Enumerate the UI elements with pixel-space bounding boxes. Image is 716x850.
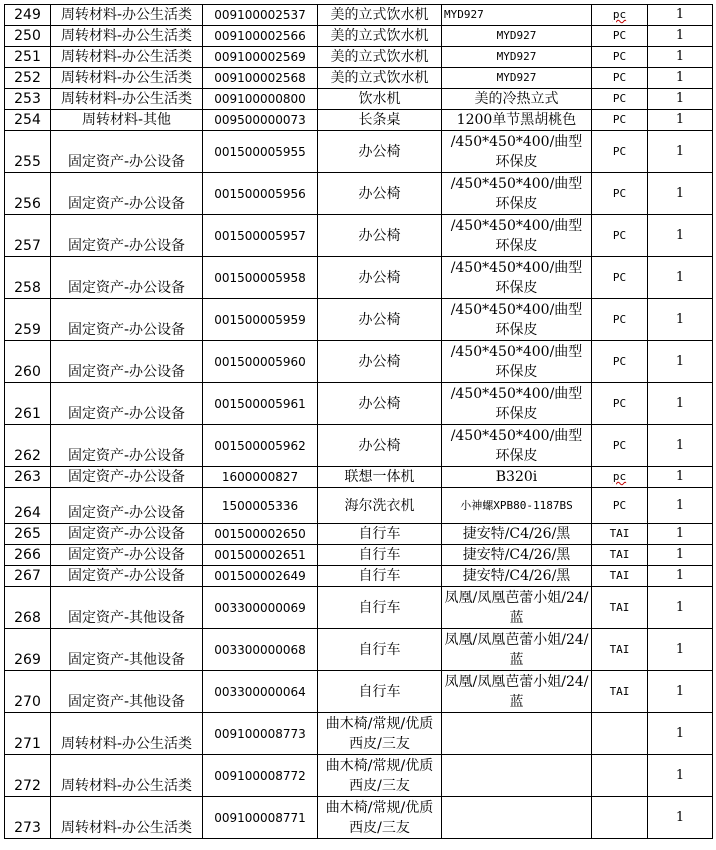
- quantity-cell: 1: [648, 5, 713, 26]
- table-row: [5, 797, 713, 839]
- unit-cell: PC: [592, 215, 648, 257]
- table-row: [5, 173, 713, 215]
- table-row: [5, 257, 713, 299]
- spec-cell: /450*450*400/曲型环保皮: [442, 131, 592, 173]
- table-row: [5, 713, 713, 755]
- asset-code-cell: 001500005956: [203, 173, 318, 215]
- asset-code-cell: 009100002566: [203, 26, 318, 47]
- unit-cell: PC: [592, 173, 648, 215]
- table-row: [5, 89, 713, 110]
- asset-code-cell: 001500005961: [203, 383, 318, 425]
- quantity-cell: 1: [648, 524, 713, 545]
- row-index: 267: [5, 566, 51, 587]
- category-cell: 周转材料-办公生活类: [51, 89, 203, 110]
- asset-code-cell: 009100008771: [203, 797, 318, 839]
- spec-cell: MYD927: [442, 5, 592, 26]
- category-cell: 周转材料-办公生活类: [51, 5, 203, 26]
- asset-code-cell: 009100002569: [203, 47, 318, 68]
- quantity-cell: 1: [648, 671, 713, 713]
- item-name-cell: 曲木椅/常规/优质西皮/三友: [318, 713, 442, 755]
- category-cell: 周转材料-办公生活类: [51, 26, 203, 47]
- asset-code-cell: 009100008772: [203, 755, 318, 797]
- category-cell: 周转材料-办公生活类: [51, 47, 203, 68]
- quantity-cell: 1: [648, 629, 713, 671]
- quantity-cell: 1: [648, 383, 713, 425]
- item-name-cell: 美的立式饮水机: [318, 47, 442, 68]
- table-row: [5, 425, 713, 467]
- asset-code-cell: 009100008773: [203, 713, 318, 755]
- table-row: [5, 47, 713, 68]
- quantity-cell: 1: [648, 110, 713, 131]
- asset-code-cell: 009100000800: [203, 89, 318, 110]
- unit-cell: PC: [592, 110, 648, 131]
- item-name-cell: 饮水机: [318, 89, 442, 110]
- asset-code-cell: 001500005958: [203, 257, 318, 299]
- unit-cell: TAI: [592, 524, 648, 545]
- item-name-cell: 办公椅: [318, 173, 442, 215]
- row-index: 257: [5, 215, 51, 257]
- item-name-cell: 联想一体机: [318, 467, 442, 488]
- table-body: [5, 5, 713, 839]
- category-cell: 固定资产-办公设备: [51, 545, 203, 566]
- quantity-cell: 1: [648, 299, 713, 341]
- table-row: [5, 299, 713, 341]
- spellcheck-underline: pc: [612, 470, 627, 483]
- spec-cell: [442, 797, 592, 839]
- row-index: 266: [5, 545, 51, 566]
- asset-code-cell: 1500005336: [203, 488, 318, 524]
- table-row: [5, 467, 713, 488]
- quantity-cell: 1: [648, 257, 713, 299]
- spec-cell: MYD927: [442, 26, 592, 47]
- table-row: [5, 110, 713, 131]
- row-index: 250: [5, 26, 51, 47]
- spec-cell: /450*450*400/曲型环保皮: [442, 383, 592, 425]
- row-index: 265: [5, 524, 51, 545]
- table-row: [5, 566, 713, 587]
- row-index: 252: [5, 68, 51, 89]
- spec-cell: [442, 755, 592, 797]
- asset-code-cell: 003300000064: [203, 671, 318, 713]
- asset-code-cell: 001500002649: [203, 566, 318, 587]
- quantity-cell: 1: [648, 26, 713, 47]
- item-name-cell: 办公椅: [318, 425, 442, 467]
- table-row: [5, 629, 713, 671]
- spec-cell: 捷安特/C4/26/黑: [442, 524, 592, 545]
- item-name-cell: 自行车: [318, 671, 442, 713]
- row-index: 263: [5, 467, 51, 488]
- unit-cell: [592, 797, 648, 839]
- unit-cell: TAI: [592, 587, 648, 629]
- unit-cell: TAI: [592, 629, 648, 671]
- spellcheck-underline: pc: [612, 8, 627, 21]
- spec-cell: 美的冷热立式: [442, 89, 592, 110]
- spec-cell: /450*450*400/曲型环保皮: [442, 299, 592, 341]
- table-row: [5, 671, 713, 713]
- unit-cell: PC: [592, 47, 648, 68]
- category-cell: 固定资产-其他设备: [51, 587, 203, 629]
- table-row: [5, 755, 713, 797]
- unit-cell: [592, 755, 648, 797]
- category-cell: 固定资产-办公设备: [51, 215, 203, 257]
- item-name-cell: 自行车: [318, 524, 442, 545]
- row-index: 261: [5, 383, 51, 425]
- unit-cell: PC: [592, 341, 648, 383]
- category-cell: 固定资产-办公设备: [51, 131, 203, 173]
- row-index: 262: [5, 425, 51, 467]
- category-cell: 周转材料-其他: [51, 110, 203, 131]
- unit-cell: TAI: [592, 671, 648, 713]
- asset-code-cell: 001500005962: [203, 425, 318, 467]
- asset-code-cell: 003300000068: [203, 629, 318, 671]
- table-row: [5, 215, 713, 257]
- quantity-cell: 1: [648, 68, 713, 89]
- item-name-cell: 曲木椅/常规/优质西皮/三友: [318, 755, 442, 797]
- quantity-cell: 1: [648, 713, 713, 755]
- table-row: [5, 68, 713, 89]
- asset-code-cell: 003300000069: [203, 587, 318, 629]
- row-index: 273: [5, 797, 51, 839]
- category-cell: 固定资产-办公设备: [51, 524, 203, 545]
- asset-code-cell: 001500005959: [203, 299, 318, 341]
- row-index: 255: [5, 131, 51, 173]
- item-name-cell: 办公椅: [318, 383, 442, 425]
- category-cell: 固定资产-办公设备: [51, 383, 203, 425]
- category-cell: 固定资产-办公设备: [51, 341, 203, 383]
- inventory-sheet: [4, 4, 712, 839]
- unit-cell: PC: [592, 131, 648, 173]
- category-cell: 固定资产-办公设备: [51, 488, 203, 524]
- asset-code-cell: 001500005955: [203, 131, 318, 173]
- category-cell: 固定资产-办公设备: [51, 173, 203, 215]
- category-cell: 固定资产-其他设备: [51, 671, 203, 713]
- unit-cell: PC: [592, 383, 648, 425]
- spec-cell: /450*450*400/曲型环保皮: [442, 257, 592, 299]
- quantity-cell: 1: [648, 47, 713, 68]
- item-name-cell: 自行车: [318, 587, 442, 629]
- unit-cell: PC: [592, 68, 648, 89]
- row-index: 249: [5, 5, 51, 26]
- category-cell: 固定资产-办公设备: [51, 566, 203, 587]
- row-index: 259: [5, 299, 51, 341]
- unit-cell: PC: [592, 89, 648, 110]
- item-name-cell: 办公椅: [318, 257, 442, 299]
- quantity-cell: 1: [648, 488, 713, 524]
- row-index: 271: [5, 713, 51, 755]
- item-name-cell: 自行车: [318, 545, 442, 566]
- item-name-cell: 自行车: [318, 566, 442, 587]
- category-cell: 周转材料-办公生活类: [51, 713, 203, 755]
- spec-cell: /450*450*400/曲型环保皮: [442, 215, 592, 257]
- inventory-table: [4, 4, 713, 839]
- category-cell: 固定资产-办公设备: [51, 257, 203, 299]
- row-index: 272: [5, 755, 51, 797]
- unit-cell: PC: [592, 26, 648, 47]
- row-index: 253: [5, 89, 51, 110]
- item-name-cell: 办公椅: [318, 215, 442, 257]
- spec-cell: MYD927: [442, 47, 592, 68]
- category-cell: 固定资产-办公设备: [51, 467, 203, 488]
- unit-cell: TAI: [592, 566, 648, 587]
- asset-code-cell: 1600000827: [203, 467, 318, 488]
- quantity-cell: 1: [648, 89, 713, 110]
- table-row: [5, 341, 713, 383]
- item-name-cell: 长条桌: [318, 110, 442, 131]
- category-cell: 固定资产-其他设备: [51, 629, 203, 671]
- spec-cell: /450*450*400/曲型环保皮: [442, 173, 592, 215]
- asset-code-cell: 009100002568: [203, 68, 318, 89]
- asset-code-cell: 009500000073: [203, 110, 318, 131]
- spec-cell: 捷安特/C4/26/黑: [442, 566, 592, 587]
- asset-code-cell: 001500005960: [203, 341, 318, 383]
- category-cell: 固定资产-办公设备: [51, 425, 203, 467]
- quantity-cell: 1: [648, 755, 713, 797]
- quantity-cell: 1: [648, 545, 713, 566]
- spec-cell: MYD927: [442, 68, 592, 89]
- unit-cell: PC: [592, 299, 648, 341]
- table-row: [5, 488, 713, 524]
- row-index: 251: [5, 47, 51, 68]
- table-row: [5, 131, 713, 173]
- asset-code-cell: 009100002537: [203, 5, 318, 26]
- row-index: 264: [5, 488, 51, 524]
- spec-cell: 捷安特/C4/26/黑: [442, 545, 592, 566]
- row-index: 256: [5, 173, 51, 215]
- item-name-cell: 办公椅: [318, 299, 442, 341]
- category-cell: 周转材料-办公生活类: [51, 755, 203, 797]
- item-name-cell: 美的立式饮水机: [318, 26, 442, 47]
- row-index: 260: [5, 341, 51, 383]
- category-cell: 周转材料-办公生活类: [51, 797, 203, 839]
- unit-cell: PC: [592, 257, 648, 299]
- spec-cell: /450*450*400/曲型环保皮: [442, 425, 592, 467]
- category-cell: 周转材料-办公生活类: [51, 68, 203, 89]
- item-name-cell: 曲木椅/常规/优质西皮/三友: [318, 797, 442, 839]
- quantity-cell: 1: [648, 797, 713, 839]
- quantity-cell: 1: [648, 425, 713, 467]
- quantity-cell: 1: [648, 215, 713, 257]
- quantity-cell: 1: [648, 587, 713, 629]
- item-name-cell: 办公椅: [318, 341, 442, 383]
- quantity-cell: 1: [648, 467, 713, 488]
- item-name-cell: 自行车: [318, 629, 442, 671]
- quantity-cell: 1: [648, 341, 713, 383]
- unit-cell: [592, 5, 648, 26]
- spec-cell: [442, 713, 592, 755]
- item-name-cell: 美的立式饮水机: [318, 68, 442, 89]
- spec-cell: 凤凰/凤凰芭蕾小姐/24/蓝: [442, 671, 592, 713]
- asset-code-cell: 001500002650: [203, 524, 318, 545]
- table-row: [5, 383, 713, 425]
- spec-cell: /450*450*400/曲型环保皮: [442, 341, 592, 383]
- table-row: [5, 5, 713, 26]
- item-name-cell: 海尔洗衣机: [318, 488, 442, 524]
- quantity-cell: 1: [648, 566, 713, 587]
- unit-cell: [592, 713, 648, 755]
- quantity-cell: 1: [648, 173, 713, 215]
- item-name-cell: 办公椅: [318, 131, 442, 173]
- table-row: [5, 26, 713, 47]
- asset-code-cell: 001500002651: [203, 545, 318, 566]
- unit-cell: TAI: [592, 545, 648, 566]
- row-index: 268: [5, 587, 51, 629]
- item-name-cell: 美的立式饮水机: [318, 5, 442, 26]
- table-row: [5, 587, 713, 629]
- table-row: [5, 524, 713, 545]
- unit-cell: PC: [592, 425, 648, 467]
- unit-cell: PC: [592, 488, 648, 524]
- table-row: [5, 545, 713, 566]
- category-cell: 固定资产-办公设备: [51, 299, 203, 341]
- spec-cell: 凤凰/凤凰芭蕾小姐/24/蓝: [442, 587, 592, 629]
- row-index: 269: [5, 629, 51, 671]
- spec-cell: 1200单节黑胡桃色: [442, 110, 592, 131]
- spec-cell: 凤凰/凤凰芭蕾小姐/24/蓝: [442, 629, 592, 671]
- row-index: 254: [5, 110, 51, 131]
- row-index: 270: [5, 671, 51, 713]
- row-index: 258: [5, 257, 51, 299]
- spec-cell: B320i: [442, 467, 592, 488]
- quantity-cell: 1: [648, 131, 713, 173]
- asset-code-cell: 001500005957: [203, 215, 318, 257]
- unit-cell: [592, 467, 648, 488]
- spec-cell: 小神螺XPB80-1187BS: [442, 488, 592, 524]
